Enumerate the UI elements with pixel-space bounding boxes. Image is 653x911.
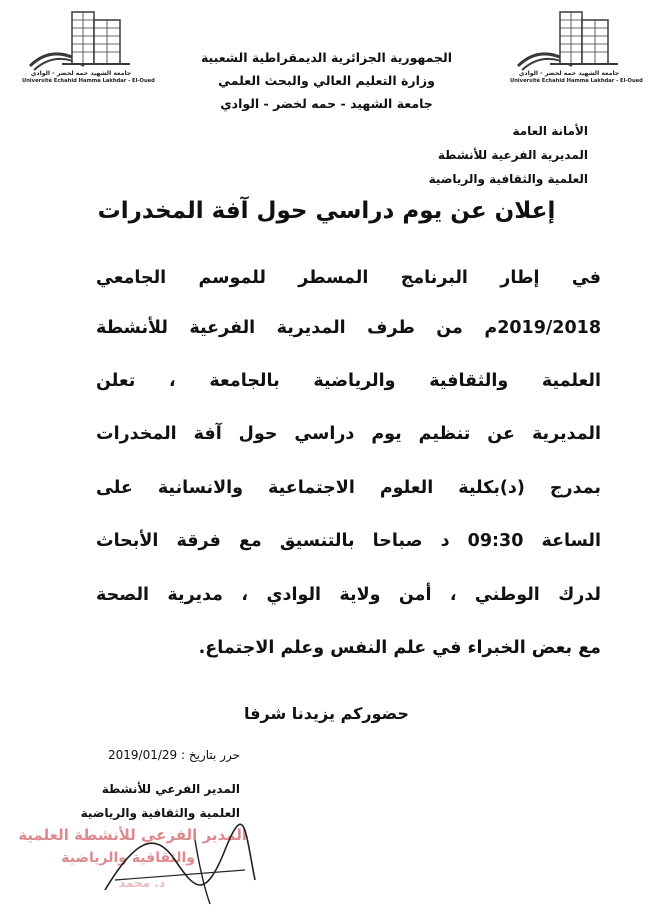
date-value: 2019/01/29	[107, 748, 178, 762]
logo-caption-french: Université Echahid Hamma Lakhdar - El-Oued	[510, 78, 643, 84]
handwritten-signature	[95, 820, 265, 908]
body-line: العلمية والثقافية والرياضية بالجامعة ، تعلن	[96, 371, 601, 391]
university-name: جامعة الشهيد - حمه لخضر - الوادي	[220, 96, 433, 111]
body-line: لدرك الوطني ، أمن ولاية الوادي ، مديرية الصحة	[96, 585, 601, 605]
body-line: 2019/2018م من طرف المديرية الفرعية للأنشطة	[96, 318, 601, 338]
signatory-scope: العلمية والثقافية والرياضية	[80, 806, 240, 820]
logo-caption-arabic: جامعة الشهيد حمه لخضر - الوادي	[518, 70, 620, 77]
body-line: مع بعض الخبراء في علم النفس وعلم الاجتماع.	[198, 638, 601, 658]
stamp-line: د. محمد	[119, 876, 165, 890]
date-line	[90, 748, 240, 762]
closing-phrase: حضوركم يزيدنا شرفا	[244, 704, 409, 723]
stamp-line: والثقافية والرياضية	[61, 850, 195, 866]
date-label: حرر بتاريخ :	[180, 748, 240, 762]
stamp-line: المدير الفرعي للأنشطة العلمية	[18, 826, 247, 844]
official-stamp	[5, 820, 255, 908]
sub-directorate-scope: العلمية والثقافية والرياضية	[428, 172, 588, 186]
logo-caption-french: Université Echahid Hamma Lakhdar - El-Oued	[22, 78, 155, 84]
signatory-title: المدير الفرعي للأنشطة	[101, 782, 240, 796]
body-line: بمدرج (د)بكلية العلوم الاجتماعية والانسانية على	[96, 478, 601, 498]
announcement-title: إعلان عن يوم دراسي حول آفة المخدرات	[97, 198, 556, 224]
general-secretariat: الأمانة العامة	[512, 124, 588, 138]
republic-name: الجمهورية الجزائرية الديمقراطية الشعبية	[200, 50, 453, 65]
body-line: الساعة 09:30 د صباحا بالتنسيق مع فرقة الأبحاث	[96, 531, 602, 551]
logo-caption-arabic: جامعة الشهيد حمه لخضر - الوادي	[30, 70, 132, 77]
sub-directorate: المديرية الفرعية للأنشطة	[437, 148, 588, 162]
body-line: المديرية عن تنظيم يوم دراسي حول آفة المخدرات	[96, 424, 601, 444]
body-line: في إطار البرنامج المسطر للموسم الجامعي	[96, 268, 601, 288]
ministry-name: وزارة التعليم العالي والبحث العلمي	[218, 73, 435, 88]
